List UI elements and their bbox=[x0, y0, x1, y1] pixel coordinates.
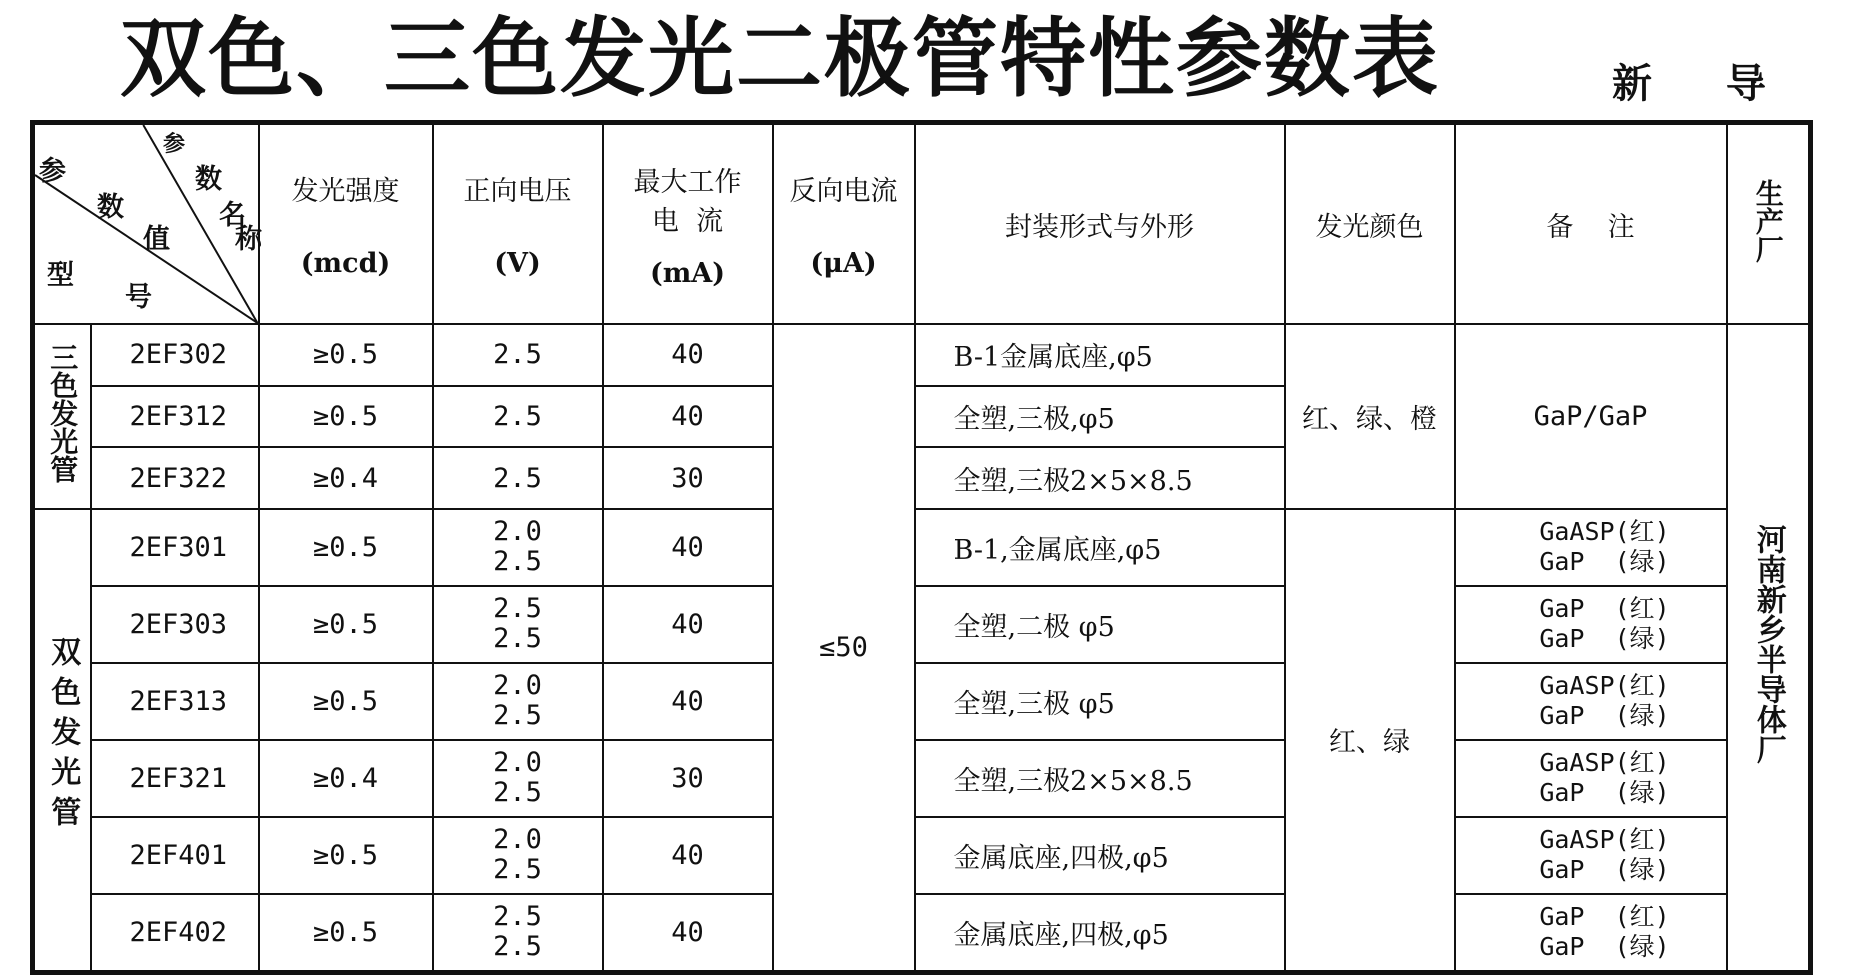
current-cell: 40 bbox=[603, 663, 773, 740]
current-cell: 40 bbox=[603, 386, 773, 448]
header-voltage: 正向电压 (V) bbox=[433, 123, 603, 325]
current-cell: 30 bbox=[603, 447, 773, 509]
voltage-cell: 2.5 2.5 bbox=[433, 894, 603, 973]
voltage-cell: 2.5 bbox=[433, 324, 603, 386]
corner-value-char-1: 数 bbox=[97, 192, 124, 223]
model-cell: 2EF402 bbox=[91, 894, 259, 973]
remark-cell: GaASP(红) GaP (绿) bbox=[1455, 740, 1727, 817]
table-row bbox=[33, 817, 1811, 894]
model-cell: 2EF322 bbox=[91, 447, 259, 509]
model-cell: 2EF303 bbox=[91, 586, 259, 663]
color-cell-tri: 红、绿、橙 bbox=[1285, 324, 1455, 509]
table-row bbox=[33, 586, 1811, 663]
corner-name-char-3: 名 bbox=[219, 200, 246, 231]
corner-value-char-2: 值 bbox=[143, 224, 170, 255]
package-cell: 全塑,三极2×5×8.5 bbox=[915, 447, 1285, 509]
voltage-cell: 2.5 bbox=[433, 386, 603, 448]
remark-cell: GaP (红) GaP (绿) bbox=[1455, 894, 1727, 973]
voltage-cell: 2.5 2.5 bbox=[433, 586, 603, 663]
package-cell: 全塑,二极 φ5 bbox=[915, 586, 1285, 663]
table-row bbox=[33, 324, 1811, 386]
package-cell: 全塑,三极2×5×8.5 bbox=[915, 740, 1285, 817]
led-spec-table bbox=[30, 120, 1813, 975]
intensity-cell: ≥0.5 bbox=[259, 386, 433, 448]
table-row bbox=[33, 663, 1811, 740]
corner-name-char-1: 参 bbox=[163, 131, 186, 157]
corner-model-char-2: 号 bbox=[125, 282, 152, 313]
corner-name-char-2: 数 bbox=[195, 164, 222, 195]
header-remarks: 备 注 bbox=[1455, 123, 1727, 325]
model-cell: 2EF312 bbox=[91, 386, 259, 448]
current-cell: 40 bbox=[603, 817, 773, 894]
voltage-cell: 2.0 2.5 bbox=[433, 509, 603, 586]
intensity-cell: ≥0.4 bbox=[259, 740, 433, 817]
current-cell: 40 bbox=[603, 894, 773, 973]
color-cell-bi: 红、绿 bbox=[1285, 509, 1455, 973]
current-cell: 30 bbox=[603, 740, 773, 817]
remark-cell: GaASP(红) GaP (绿) bbox=[1455, 509, 1727, 586]
table-row bbox=[33, 894, 1811, 973]
intensity-cell: ≥0.5 bbox=[259, 894, 433, 973]
package-cell: 全塑,三极,φ5 bbox=[915, 386, 1285, 448]
model-cell: 2EF301 bbox=[91, 509, 259, 586]
header-package: 封装形式与外形 bbox=[915, 123, 1285, 325]
intensity-cell: ≥0.4 bbox=[259, 447, 433, 509]
current-cell: 40 bbox=[603, 324, 773, 386]
package-cell: 全塑,三极 φ5 bbox=[915, 663, 1285, 740]
package-cell: 金属底座,四极,φ5 bbox=[915, 817, 1285, 894]
remark-cell-tri: GaP/GaP bbox=[1455, 324, 1727, 509]
corner-name-char-4: 称 bbox=[235, 224, 262, 255]
header-intensity: 发光强度 (mcd) bbox=[259, 123, 433, 325]
remark-cell: GaASP(红) GaP (绿) bbox=[1455, 817, 1727, 894]
header-reverse-current: 反向电流 (μA) bbox=[773, 123, 915, 325]
current-cell: 40 bbox=[603, 509, 773, 586]
current-cell: 40 bbox=[603, 586, 773, 663]
intensity-cell: ≥0.5 bbox=[259, 509, 433, 586]
corner-header bbox=[33, 123, 262, 325]
package-cell: B-1,金属底座,φ5 bbox=[915, 509, 1285, 586]
model-cell: 2EF321 bbox=[91, 740, 259, 817]
corner-param-label: 参 bbox=[39, 156, 66, 187]
intensity-cell: ≥0.5 bbox=[259, 324, 433, 386]
model-cell: 2EF302 bbox=[91, 324, 259, 386]
header-row bbox=[33, 123, 1811, 325]
model-cell: 2EF313 bbox=[91, 663, 259, 740]
remark-cell: GaASP(红) GaP (绿) bbox=[1455, 663, 1727, 740]
corner-model-char-1: 型 bbox=[47, 260, 74, 291]
group-bi-color: 双色发光管 bbox=[33, 509, 91, 973]
header-max-current: 最大工作 电 流 (mA) bbox=[603, 123, 773, 325]
remark-cell: GaP (红) GaP (绿) bbox=[1455, 586, 1727, 663]
intensity-cell: ≥0.5 bbox=[259, 586, 433, 663]
package-cell: B-1金属底座,φ5 bbox=[915, 324, 1285, 386]
intensity-cell: ≥0.5 bbox=[259, 663, 433, 740]
voltage-cell: 2.5 bbox=[433, 447, 603, 509]
maker-cell: 河南新乡半导体厂 bbox=[1727, 324, 1811, 973]
header-maker: 生产厂 bbox=[1727, 123, 1811, 325]
model-cell: 2EF401 bbox=[91, 817, 259, 894]
package-cell: 金属底座,四极,φ5 bbox=[915, 894, 1285, 973]
voltage-cell: 2.0 2.5 bbox=[433, 740, 603, 817]
source-label: 新 导 bbox=[1612, 60, 1796, 107]
voltage-cell: 2.0 2.5 bbox=[433, 663, 603, 740]
header-color: 发光颜色 bbox=[1285, 123, 1455, 325]
voltage-cell: 2.0 2.5 bbox=[433, 817, 603, 894]
intensity-cell: ≥0.5 bbox=[259, 817, 433, 894]
table-row bbox=[33, 740, 1811, 817]
table-row bbox=[33, 509, 1811, 586]
reverse-current-cell: ≤50 bbox=[773, 324, 915, 973]
page-title: 双色、三色发光二极管特性参数表 bbox=[120, 8, 1440, 109]
group-tri-color: 三色发光管 bbox=[33, 324, 91, 509]
